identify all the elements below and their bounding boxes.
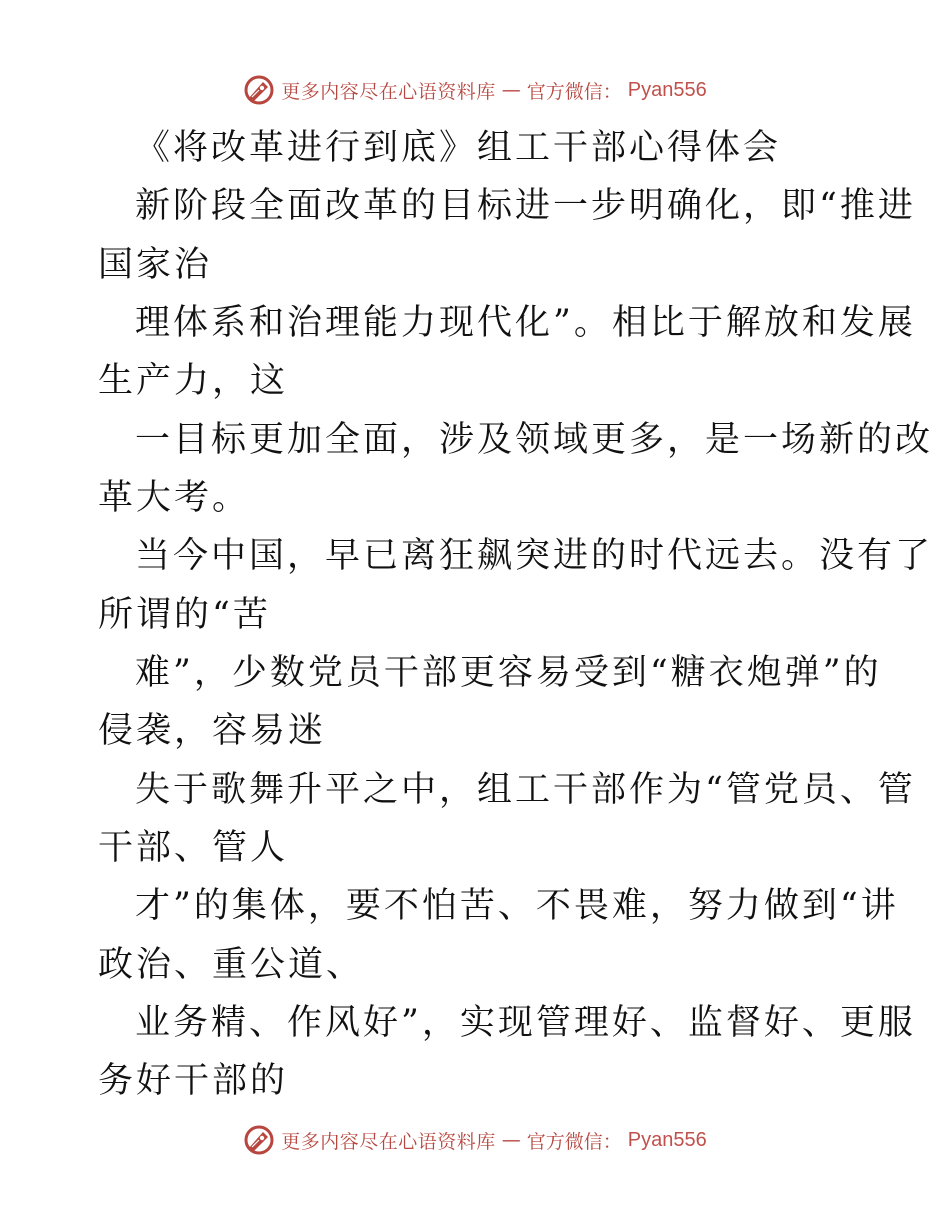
paragraph-line: 才”的集体，要不怕苦、不畏难，努力做到“讲	[135, 886, 899, 926]
banner-dash: —	[501, 1129, 521, 1151]
banner-wechat-id: Pyan556	[627, 78, 707, 101]
paragraph-line: 一目标更加全面，涉及领域更多，是一场新的改	[135, 420, 934, 460]
paragraph-line: 国家治	[98, 245, 213, 285]
header-banner	[0, 70, 950, 110]
banner-dash: —	[501, 79, 521, 101]
document-title: 《将改革进行到底》组工干部心得体会	[135, 128, 782, 168]
paragraph-line: 侵袭，容易迷	[98, 711, 327, 751]
paragraph-line: 生产力，这	[98, 361, 289, 401]
paragraph-line: 业务精、作风好”，实现管理好、监督好、更服	[135, 1003, 916, 1043]
banner-text: 更多内容尽在心语资料库	[281, 1130, 496, 1153]
banner-wechat-id: Pyan556	[627, 1128, 707, 1151]
pen-nib-logo-icon	[243, 1124, 275, 1156]
paragraph-line: 所谓的“苦	[98, 595, 271, 635]
footer-banner	[0, 1120, 950, 1160]
paragraph-line: 新阶段全面改革的目标进一步明确化，即“推进	[135, 186, 916, 226]
paragraph-line: 理体系和治理能力现代化”。相比于解放和发展	[135, 303, 916, 343]
paragraph-line: 当今中国，早已离狂飙突进的时代远去。没有了	[135, 536, 934, 576]
paragraph-line: 失于歌舞升平之中，组工干部作为“管党员、管	[135, 770, 916, 810]
paragraph-line: 难”，少数党员干部更容易受到“糖衣炮弹”的	[135, 653, 882, 693]
banner-wechat-label: 官方微信：	[526, 1130, 622, 1153]
paragraph-line: 革大考。	[98, 478, 251, 518]
paragraph-line: 务好干部的	[98, 1061, 289, 1101]
banner-text: 更多内容尽在心语资料库	[281, 80, 496, 103]
pen-nib-logo-icon	[243, 74, 275, 106]
paragraph-line: 干部、管人	[98, 828, 289, 868]
paragraph-line: 政治、重公道、	[98, 945, 365, 985]
banner-wechat-label: 官方微信：	[526, 80, 622, 103]
